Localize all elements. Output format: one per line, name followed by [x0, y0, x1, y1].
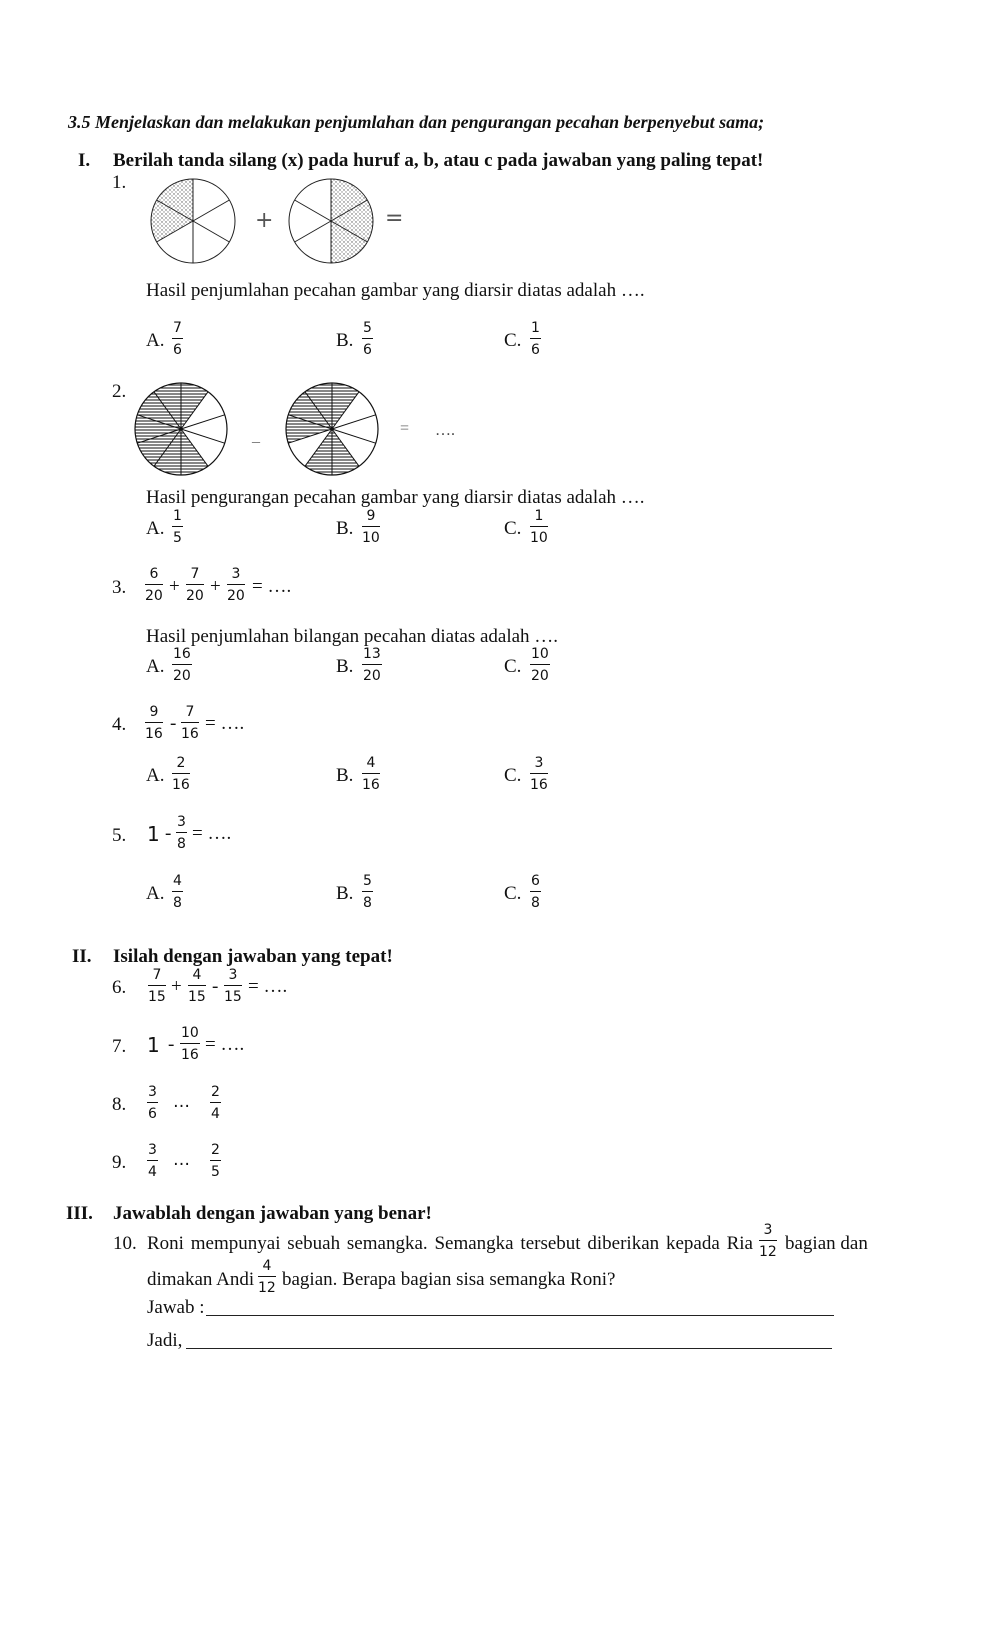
- section-2-numeral: II.: [72, 946, 92, 967]
- q10-answer-line[interactable]: [206, 1315, 834, 1316]
- section-3-numeral: III.: [66, 1203, 93, 1224]
- q7-tail: = ….: [205, 1034, 245, 1055]
- q5-option-c-fraction: 6 8: [531, 873, 540, 911]
- q6-op-1: +: [171, 976, 182, 997]
- q4-option-b-letter[interactable]: B.: [336, 765, 354, 786]
- q4-option-c-letter[interactable]: C.: [504, 765, 522, 786]
- q8-number: 8.: [112, 1094, 127, 1115]
- q7-term: 10 16: [181, 1025, 199, 1063]
- q7-whole: 1: [147, 1033, 160, 1057]
- q2-minus: _: [252, 428, 260, 445]
- q1-number: 1.: [112, 172, 127, 193]
- q1-option-c-letter[interactable]: C.: [504, 330, 522, 351]
- q5-option-c-letter[interactable]: C.: [504, 883, 522, 904]
- q1-plus: +: [255, 208, 274, 233]
- q6-number: 6.: [112, 977, 127, 998]
- q5-option-b-fraction: 5 8: [363, 873, 372, 911]
- q10-fraction-2: 4 12: [258, 1258, 276, 1296]
- q4-op-1: -: [170, 713, 177, 734]
- q2-equals: =: [400, 420, 410, 437]
- q5-option-a-fraction: 4 8: [173, 873, 182, 911]
- q2-number: 2.: [112, 381, 127, 402]
- q4-term-2: 7 16: [181, 704, 199, 742]
- q3-term-1: 6 20: [145, 566, 163, 604]
- q3-option-b-fraction: 13 20: [363, 646, 381, 684]
- q5-whole: 1: [147, 822, 160, 846]
- q1-question: Hasil penjumlahan pecahan gambar yang diarsir diatas adalah ….: [146, 280, 645, 301]
- q5-number: 5.: [112, 825, 127, 846]
- q3-option-a-fraction: 16 20: [173, 646, 191, 684]
- q8-blank[interactable]: …: [173, 1092, 190, 1112]
- q10-fraction-1: 3 12: [759, 1222, 777, 1260]
- q10-text-c: dimakan Andi: [147, 1269, 255, 1290]
- q5-op-1: -: [165, 823, 172, 844]
- q1-option-b-fraction: 5 6: [363, 320, 372, 358]
- q10-text-b: bagian dan: [785, 1233, 868, 1254]
- q5-option-a-letter[interactable]: A.: [146, 883, 165, 904]
- section-3-title: Jawablah dengan jawaban yang benar!: [113, 1203, 432, 1224]
- q3-question: Hasil penjumlahan bilangan pecahan diatas adalah ….: [146, 626, 559, 647]
- q9-blank[interactable]: …: [173, 1150, 190, 1170]
- q5-option-b-letter[interactable]: B.: [336, 883, 354, 904]
- q10-conclusion-label: Jadi,: [147, 1330, 183, 1351]
- q6-term-3: 3 15: [224, 967, 242, 1005]
- q3-tail: = ….: [252, 576, 292, 597]
- q9-fraction-b: 2 5: [211, 1142, 220, 1180]
- q1-option-a-fraction: 7 6: [173, 320, 182, 358]
- competency-header: 3.5 Menjelaskan dan melakukan penjumlahan dan pengurangan pecahan berpenyebut sama;: [68, 112, 765, 132]
- q3-option-a-letter[interactable]: A.: [146, 656, 165, 677]
- q2-option-c-letter[interactable]: C.: [504, 518, 522, 539]
- q10-number: 10.: [113, 1233, 137, 1254]
- q7-number: 7.: [112, 1036, 127, 1057]
- q5-tail: = ….: [192, 823, 232, 844]
- section-2-title: Isilah dengan jawaban yang tepat!: [113, 946, 393, 967]
- q3-option-b-letter[interactable]: B.: [336, 656, 354, 677]
- q9-number: 9.: [112, 1152, 127, 1173]
- q2-dots: ….: [435, 422, 455, 439]
- q2-option-a-letter[interactable]: A.: [146, 518, 165, 539]
- q4-number: 4.: [112, 714, 127, 735]
- q2-pie-left: [132, 380, 232, 480]
- q1-pie-right: [284, 176, 380, 266]
- q5-term: 3 8: [177, 814, 186, 852]
- q10-text-a: Roni mempunyai sebuah semangka. Semangka tersebut diberikan kepada Ria: [147, 1233, 753, 1254]
- q3-term-2: 7 20: [186, 566, 204, 604]
- q2-option-a-fraction: 1 5: [173, 508, 182, 546]
- q2-option-b-fraction: 9 10: [362, 508, 380, 546]
- q10-answer-label: Jawab :: [147, 1297, 205, 1318]
- q3-option-c-letter[interactable]: C.: [504, 656, 522, 677]
- q10-text-d: bagian. Berapa bagian sisa semangka Roni?: [282, 1269, 616, 1290]
- q4-option-a-letter[interactable]: A.: [146, 765, 165, 786]
- q4-option-c-fraction: 3 16: [530, 755, 548, 793]
- q8-fraction-b: 2 4: [211, 1084, 220, 1122]
- q2-pie-right: [283, 380, 383, 480]
- q6-term-1: 7 15: [148, 967, 166, 1005]
- q2-question: Hasil pengurangan pecahan gambar yang diarsir diatas adalah ….: [146, 487, 645, 508]
- q7-op-1: -: [168, 1034, 175, 1055]
- q3-number: 3.: [112, 577, 127, 598]
- q10-conclusion-line[interactable]: [186, 1348, 832, 1349]
- q4-term-1: 9 16: [145, 704, 163, 742]
- q6-term-2: 4 15: [188, 967, 206, 1005]
- q4-tail: = ….: [205, 713, 245, 734]
- q1-pie-left: [146, 176, 242, 266]
- q9-fraction-a: 3 4: [148, 1142, 157, 1180]
- q8-fraction-a: 3 6: [148, 1084, 157, 1122]
- q3-option-c-fraction: 10 20: [531, 646, 549, 684]
- q3-op-1: +: [169, 576, 180, 597]
- section-1-title: Berilah tanda silang (x) pada huruf a, b, atau c pada jawaban yang paling tepat!: [113, 150, 764, 171]
- q6-tail: = ….: [248, 976, 288, 997]
- q1-equals: =: [385, 206, 404, 231]
- q1-option-c-fraction: 1 6: [531, 320, 540, 358]
- q2-option-c-fraction: 1 10: [530, 508, 548, 546]
- q4-option-a-fraction: 2 16: [172, 755, 190, 793]
- section-1-numeral: I.: [78, 150, 91, 171]
- q1-option-a-letter[interactable]: A.: [146, 330, 165, 351]
- q1-option-b-letter[interactable]: B.: [336, 330, 354, 351]
- q4-option-b-fraction: 4 16: [362, 755, 380, 793]
- q3-term-3: 3 20: [227, 566, 245, 604]
- q3-op-2: +: [210, 576, 221, 597]
- q6-op-2: -: [212, 976, 219, 997]
- q2-option-b-letter[interactable]: B.: [336, 518, 354, 539]
